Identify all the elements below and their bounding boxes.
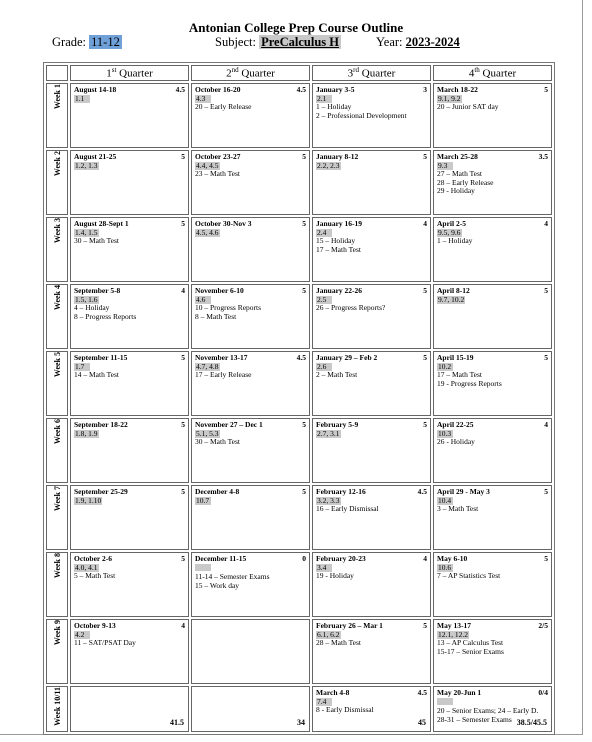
week-cell[interactable] bbox=[191, 284, 310, 349]
week-cell[interactable] bbox=[191, 150, 310, 215]
section-numbers: 2.7, 3.1 bbox=[317, 428, 340, 438]
event-note: 15 – Work day bbox=[195, 580, 240, 590]
date-range: December 11-15 bbox=[195, 554, 247, 563]
event-note: 27 – Math Test bbox=[437, 169, 482, 179]
event-note: 30 – Math Test bbox=[74, 236, 119, 246]
hours-count: 4.5 bbox=[296, 353, 306, 362]
week-label: Week 7 bbox=[52, 486, 62, 512]
week-cell[interactable] bbox=[191, 351, 310, 416]
week-label-cell bbox=[46, 619, 68, 684]
section-numbers: 2.2, 2.3 bbox=[317, 160, 340, 170]
section-numbers bbox=[195, 564, 211, 571]
week-cell[interactable] bbox=[70, 686, 189, 732]
hours-count: 4.5 bbox=[417, 487, 427, 496]
date-range: April 29 - May 3 bbox=[437, 487, 490, 496]
week-cell[interactable] bbox=[433, 552, 552, 617]
event-note: 8 – Math Test bbox=[195, 311, 237, 321]
event-note: 4 – Holiday bbox=[74, 303, 110, 313]
week-cell[interactable] bbox=[433, 217, 552, 282]
date-range: April 15-19 bbox=[437, 353, 474, 362]
week-label-cell bbox=[46, 351, 68, 416]
date-range: September 25-29 bbox=[74, 487, 128, 496]
section-numbers: 9.5, 9.6 bbox=[438, 227, 461, 237]
week-cell[interactable] bbox=[312, 351, 431, 416]
week-cell[interactable] bbox=[191, 217, 310, 282]
week-cell[interactable] bbox=[433, 418, 552, 483]
event-note: 1 – Holiday bbox=[316, 102, 352, 112]
subject-value[interactable]: PreCalculus H bbox=[261, 35, 339, 49]
event-note: 26 - Holiday bbox=[437, 437, 475, 447]
date-range: October 9-13 bbox=[74, 621, 116, 630]
hours-count: 4.5 bbox=[175, 85, 185, 94]
section-numbers: 10.7 bbox=[196, 495, 210, 505]
hours-count: 3.5 bbox=[538, 152, 548, 161]
event-note: 17 – Early Release bbox=[195, 370, 252, 380]
week-cell[interactable] bbox=[70, 284, 189, 349]
date-range: October 30-Nov 3 bbox=[195, 219, 252, 228]
week-label-cell bbox=[46, 217, 68, 282]
year-label: Year: bbox=[376, 35, 403, 49]
week-cell[interactable] bbox=[312, 217, 431, 282]
event-note: 20 – Junior SAT day bbox=[437, 102, 499, 112]
section-numbers: 1.1 bbox=[74, 95, 90, 104]
week-row bbox=[46, 418, 552, 483]
week-row bbox=[46, 351, 552, 416]
date-range: May 13-17 bbox=[437, 621, 471, 630]
hours-count: 5 bbox=[423, 420, 427, 429]
date-range: August 21-25 bbox=[74, 152, 117, 161]
week-label: Week 2 bbox=[52, 151, 62, 177]
week-row bbox=[46, 485, 552, 550]
week-cell[interactable] bbox=[433, 150, 552, 215]
date-range: November 13-17 bbox=[195, 353, 248, 362]
event-note: 8 - Early Dismissal bbox=[316, 705, 374, 715]
date-range: October 2-6 bbox=[74, 554, 112, 563]
week-label-cell bbox=[46, 284, 68, 349]
date-range: February 26 – Mar 1 bbox=[316, 621, 383, 630]
quarter-total-hours: 38.5/45.5 bbox=[516, 718, 547, 728]
course-outline-table bbox=[43, 62, 555, 735]
week-cell[interactable] bbox=[191, 552, 310, 617]
week-label-cell bbox=[46, 418, 68, 483]
section-numbers: 2.1 bbox=[316, 95, 332, 104]
date-range: August 14-18 bbox=[74, 85, 117, 94]
hours-count: 5 bbox=[181, 353, 185, 362]
section-numbers: 1.7 bbox=[74, 363, 90, 372]
section-numbers: 9.3 bbox=[437, 162, 453, 171]
section-numbers: 2.5 bbox=[316, 296, 332, 305]
hours-count: 4 bbox=[181, 621, 185, 630]
event-note: 20 – Early Release bbox=[195, 102, 252, 112]
hours-count: 5 bbox=[544, 353, 548, 362]
week-row bbox=[46, 217, 552, 282]
section-numbers: 2.4 bbox=[316, 229, 332, 238]
year-value[interactable]: 2023-2024 bbox=[405, 35, 460, 49]
section-numbers: 9.7, 10.2 bbox=[438, 294, 465, 304]
section-numbers: 10.6 bbox=[438, 562, 452, 572]
event-note: 28 – Math Test bbox=[316, 638, 361, 648]
section-numbers: 1.5, 1.6 bbox=[75, 294, 98, 304]
event-note: 23 – Math Test bbox=[195, 169, 240, 179]
hours-count: 5 bbox=[302, 286, 306, 295]
hours-count: 5 bbox=[302, 219, 306, 228]
event-note: 15 – Holiday bbox=[316, 236, 356, 246]
quarter-header: 2nd Quarter bbox=[191, 65, 310, 81]
event-note: 14 – Math Test bbox=[74, 370, 119, 380]
hours-count: 4 bbox=[544, 420, 548, 429]
week-cell[interactable] bbox=[191, 83, 310, 148]
event-note: 19 - Progress Reports bbox=[437, 378, 502, 388]
date-range: April 22-25 bbox=[437, 420, 474, 429]
week-cell[interactable] bbox=[191, 619, 310, 684]
hours-count: 5 bbox=[544, 554, 548, 563]
hours-count: 5 bbox=[544, 85, 548, 94]
grade-value[interactable]: 11-12 bbox=[91, 35, 120, 49]
page-title: Antonian College Prep Course Outline bbox=[188, 20, 404, 35]
week-row bbox=[46, 552, 552, 617]
date-range: December 4-8 bbox=[195, 487, 240, 496]
week-label-cell bbox=[46, 150, 68, 215]
week-cell[interactable] bbox=[433, 284, 552, 349]
week-cell[interactable] bbox=[70, 552, 189, 617]
hours-count: 0 bbox=[302, 554, 306, 563]
date-range: September 11-15 bbox=[74, 353, 128, 362]
hours-count: 5 bbox=[544, 286, 548, 295]
week-cell[interactable] bbox=[312, 83, 431, 148]
hours-count: 5 bbox=[302, 487, 306, 496]
date-range: November 6-10 bbox=[195, 286, 244, 295]
week-cell[interactable] bbox=[312, 619, 431, 684]
week-label: Week 1 bbox=[52, 84, 62, 110]
quarter-header: 1st Quarter bbox=[70, 65, 189, 81]
event-note: 28 – Early Release bbox=[437, 177, 494, 187]
week-cell[interactable] bbox=[70, 150, 189, 215]
hours-count: 2/5 bbox=[538, 621, 548, 630]
event-note: 10 – Progress Reports bbox=[195, 303, 262, 313]
week-label-cell bbox=[46, 686, 68, 732]
week-cell[interactable] bbox=[312, 418, 431, 483]
section-numbers: 12.1, 12.2 bbox=[438, 629, 468, 639]
section-numbers: 5.1, 5.3 bbox=[196, 428, 219, 438]
date-range: November 27 – Dec 1 bbox=[195, 420, 263, 429]
quarter-total-hours: 45 bbox=[418, 718, 426, 728]
section-numbers: 6.1, 6.2 bbox=[317, 629, 340, 639]
week-cell[interactable] bbox=[312, 284, 431, 349]
event-note: 2 – Professional Development bbox=[316, 110, 407, 120]
year-field bbox=[376, 35, 460, 50]
event-note: 17 – Math Test bbox=[316, 244, 361, 254]
section-numbers: 4.2 bbox=[74, 631, 90, 640]
hours-count: 4 bbox=[181, 286, 185, 295]
week-cell[interactable] bbox=[70, 418, 189, 483]
section-numbers: 1.4, 1.5 bbox=[75, 227, 98, 237]
section-numbers: 4.5, 4.6 bbox=[196, 227, 219, 237]
event-note: 19 - Holiday bbox=[316, 571, 354, 581]
section-numbers: 4.4, 4.5 bbox=[196, 160, 219, 170]
week-label: Week 6 bbox=[52, 419, 62, 445]
section-numbers: 7.4 bbox=[316, 698, 332, 707]
week-cell[interactable] bbox=[70, 83, 189, 148]
date-range: May 20-Jun 1 bbox=[437, 688, 482, 697]
date-range: April 8-12 bbox=[437, 286, 470, 295]
grade-field bbox=[52, 35, 122, 50]
week-label: Week 9 bbox=[52, 620, 62, 646]
event-note: 8 – Progress Reports bbox=[74, 311, 137, 321]
date-range: April 2-5 bbox=[437, 219, 466, 228]
date-range: January 3-5 bbox=[316, 85, 355, 94]
date-range: January 8-12 bbox=[316, 152, 359, 161]
quarter-header-row bbox=[46, 65, 552, 81]
week-label: Week 10/11 bbox=[52, 687, 62, 726]
event-note: 11-14 – Semester Exams bbox=[195, 572, 270, 582]
section-numbers: 4.6 bbox=[195, 296, 211, 305]
hours-count: 5 bbox=[181, 152, 185, 161]
week-cell[interactable] bbox=[70, 485, 189, 550]
hours-count: 3 bbox=[423, 85, 427, 94]
week-cell[interactable] bbox=[70, 619, 189, 684]
section-numbers: 1.2, 1.3 bbox=[75, 160, 98, 170]
week-row bbox=[46, 686, 552, 732]
week-label-cell bbox=[46, 552, 68, 617]
section-numbers bbox=[437, 698, 453, 705]
week-row bbox=[46, 284, 552, 349]
week-label: Week 5 bbox=[52, 352, 62, 378]
grade-label: Grade: bbox=[52, 35, 87, 49]
section-numbers: 3.4 bbox=[316, 564, 332, 573]
week-label-cell bbox=[46, 485, 68, 550]
date-range: February 12-16 bbox=[316, 487, 366, 496]
hours-count: 5 bbox=[423, 152, 427, 161]
section-numbers: 1.9, 1.10 bbox=[75, 495, 102, 505]
hours-count: 5 bbox=[181, 487, 185, 496]
section-numbers: 10.3 bbox=[438, 428, 452, 438]
hours-count: 5 bbox=[302, 420, 306, 429]
date-range: March 25-28 bbox=[437, 152, 478, 161]
event-note: 13 – AP Calculus Test bbox=[437, 638, 504, 648]
event-note: 2 – Math Test bbox=[316, 370, 358, 380]
hours-count: 5 bbox=[423, 286, 427, 295]
hours-count: 4 bbox=[544, 219, 548, 228]
week-label: Week 8 bbox=[52, 553, 62, 579]
hours-count: 4 bbox=[423, 554, 427, 563]
quarter-total-hours: 34 bbox=[297, 718, 305, 728]
week-cell[interactable] bbox=[191, 418, 310, 483]
week-cell[interactable] bbox=[433, 83, 552, 148]
event-note: 30 – Math Test bbox=[195, 437, 240, 447]
hours-count: 5 bbox=[302, 152, 306, 161]
section-numbers: 10.2 bbox=[438, 361, 452, 371]
event-note: 16 – Early Dismissal bbox=[316, 504, 379, 514]
section-numbers: 3.2, 3.3 bbox=[317, 495, 340, 505]
week-cell[interactable] bbox=[312, 485, 431, 550]
hours-count: 4 bbox=[423, 219, 427, 228]
week-label: Week 3 bbox=[52, 218, 62, 244]
week-cell[interactable] bbox=[433, 686, 552, 732]
date-range: January 16-19 bbox=[316, 219, 363, 228]
hours-count: 5 bbox=[423, 621, 427, 630]
week-cell[interactable] bbox=[191, 686, 310, 732]
section-numbers: 2.6 bbox=[316, 363, 332, 372]
date-range: January 22-26 bbox=[316, 286, 363, 295]
hours-count: 5 bbox=[181, 420, 185, 429]
event-note: 1 – Holiday bbox=[437, 236, 473, 246]
week-label-cell bbox=[46, 83, 68, 148]
date-range: February 20-23 bbox=[316, 554, 366, 563]
week-row bbox=[46, 83, 552, 148]
week-row bbox=[46, 619, 552, 684]
event-note: 15-17 – Senior Exams bbox=[437, 646, 504, 656]
section-numbers: 10.4 bbox=[438, 495, 452, 505]
subject-label: Subject: bbox=[215, 35, 256, 49]
event-note: 11 – SAT/PSAT Day bbox=[74, 638, 136, 648]
quarter-header: 3rd Quarter bbox=[312, 65, 431, 81]
event-note: 3 – Math Test bbox=[437, 504, 479, 514]
event-note: 29 - Holiday bbox=[437, 186, 475, 196]
event-note: 26 – Progress Reports? bbox=[316, 303, 386, 313]
week-cell[interactable] bbox=[433, 619, 552, 684]
event-note: 5 – Math Test bbox=[74, 571, 116, 581]
date-range: January 29 – Feb 2 bbox=[316, 353, 378, 362]
date-range: October 23-27 bbox=[195, 152, 241, 161]
section-numbers: 4.3 bbox=[195, 95, 211, 104]
week-cell[interactable] bbox=[70, 351, 189, 416]
quarter-total-hours: 41.5 bbox=[170, 718, 184, 728]
section-numbers: 9.1, 9.2 bbox=[438, 93, 461, 103]
week-row bbox=[46, 150, 552, 215]
week-cell[interactable] bbox=[433, 485, 552, 550]
section-numbers: 4.0, 4.1 bbox=[75, 562, 98, 572]
hours-count: 4.5 bbox=[296, 85, 306, 94]
hours-count: 4.5 bbox=[417, 688, 427, 697]
week-cell[interactable] bbox=[312, 552, 431, 617]
hours-count: 0/4 bbox=[538, 688, 548, 697]
week-cell[interactable] bbox=[70, 217, 189, 282]
date-range: February 5-9 bbox=[316, 420, 359, 429]
event-note: 20 – Senior Exams; 24 – Early D. bbox=[437, 706, 539, 716]
date-range: May 6-10 bbox=[437, 554, 468, 563]
subject-field bbox=[215, 35, 341, 50]
week-cell[interactable] bbox=[191, 485, 310, 550]
date-range: March 4-8 bbox=[316, 688, 350, 697]
week-cell[interactable] bbox=[312, 686, 431, 732]
hours-count: 5 bbox=[423, 353, 427, 362]
event-note: 17 – Math Test bbox=[437, 370, 482, 380]
event-note: 7 – AP Statistics Test bbox=[437, 571, 501, 581]
week-label: Week 4 bbox=[52, 285, 62, 311]
hours-count: 5 bbox=[544, 487, 548, 496]
section-numbers: 1.8, 1.9 bbox=[75, 428, 98, 438]
week-cell[interactable] bbox=[433, 351, 552, 416]
date-range: September 18-22 bbox=[74, 420, 128, 429]
section-numbers: 4.7, 4.8 bbox=[196, 361, 219, 371]
event-note: 28-31 – Semester Exams bbox=[437, 714, 512, 724]
quarter-header: 4th Quarter bbox=[433, 65, 552, 81]
week-cell[interactable] bbox=[312, 150, 431, 215]
date-range: March 18-22 bbox=[437, 85, 478, 94]
date-range: October 16-20 bbox=[195, 85, 241, 94]
date-range: August 28-Sept 1 bbox=[74, 219, 129, 228]
date-range: September 5-8 bbox=[74, 286, 121, 295]
corner-cell bbox=[46, 65, 68, 81]
hours-count: 5 bbox=[181, 554, 185, 563]
hours-count: 5 bbox=[181, 219, 185, 228]
